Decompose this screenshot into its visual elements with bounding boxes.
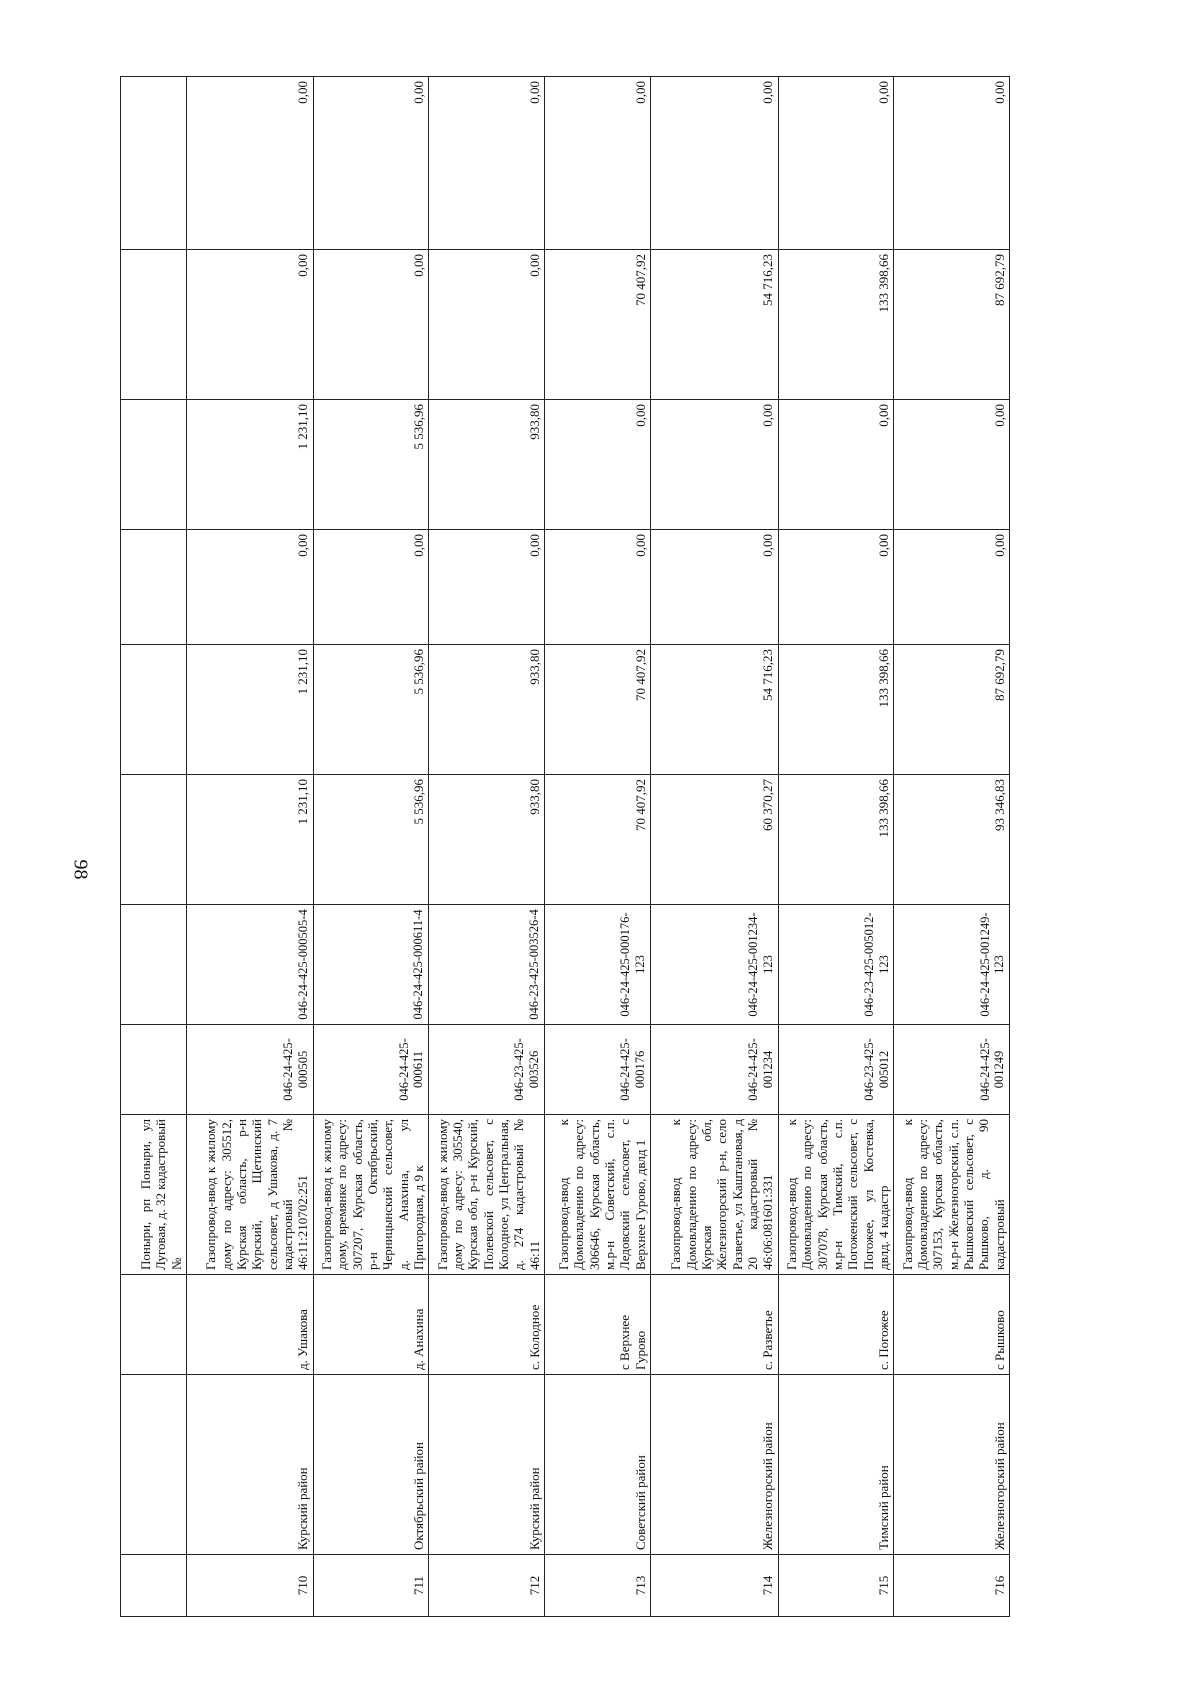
locality-cell: д. Ушакова bbox=[186, 1275, 313, 1375]
address-cell: Газопровод-ввод к Домовладению по адресу: 306646, Курская область, м.р-н Советский, с.п. Ледовский сельсовет, с Верхнее Гурово, двлд 1 bbox=[544, 1115, 650, 1275]
value-3: 0,00 bbox=[429, 530, 545, 645]
value-6: 0,00 bbox=[429, 77, 545, 250]
value-2: 54 716,23 bbox=[650, 645, 778, 775]
register-table bbox=[120, 76, 1010, 1617]
registry-number: 046-24-425-000611-4 bbox=[313, 905, 429, 1025]
registry-number: 046-24-425-001234-123 bbox=[650, 905, 778, 1025]
registry-number: 046-23-425-003526-4 bbox=[429, 905, 545, 1025]
value-3: 0,00 bbox=[894, 530, 1010, 645]
district-cell: Железногорский район bbox=[894, 1375, 1010, 1555]
value-3: 0,00 bbox=[313, 530, 429, 645]
district-cell: Железногорский район bbox=[650, 1375, 778, 1555]
inventory-number: 046-24-425-000505 bbox=[186, 1025, 313, 1115]
address-cell: Газопровод-ввод к жилому дому, времянке по адресу: 307207, Курская область, р-н Октябрьский, Черницынский сельсовет, д. Анахина, ул Пригородная, д 9 к bbox=[313, 1115, 429, 1275]
locality-cell: с. Колодное bbox=[429, 1275, 545, 1375]
value-2: 933,80 bbox=[429, 645, 545, 775]
value-3: 0,00 bbox=[544, 530, 650, 645]
row-number: 714 bbox=[650, 1555, 778, 1617]
value-2: 133 398,66 bbox=[778, 645, 894, 775]
table-row bbox=[186, 77, 313, 1617]
value-5: 133 398,66 bbox=[778, 250, 894, 400]
value-4: 0,00 bbox=[894, 400, 1010, 530]
value-2: 5 536,96 bbox=[313, 645, 429, 775]
row-number: 715 bbox=[778, 1555, 894, 1617]
value-4: 0,00 bbox=[544, 400, 650, 530]
page-number: 98 bbox=[69, 859, 92, 880]
value-6: 0,00 bbox=[544, 77, 650, 250]
table-row bbox=[429, 77, 545, 1617]
row-number: 716 bbox=[894, 1555, 1010, 1617]
value-6: 0,00 bbox=[186, 77, 313, 250]
table-row bbox=[778, 77, 894, 1617]
address-cell: Газопровод-ввод к жилому дому по адресу: 305540, Курская обл, р-н Курский, Полевской сельсовет, с Колодное, ул Центральная, д. 274 кадастровый № 46:11 bbox=[429, 1115, 545, 1275]
value-1: 933,80 bbox=[429, 775, 545, 905]
district-cell: Советский район bbox=[544, 1375, 650, 1555]
row-number: 712 bbox=[429, 1555, 545, 1617]
row-number: 711 bbox=[313, 1555, 429, 1617]
value-6: 0,00 bbox=[894, 77, 1010, 250]
value-3: 0,00 bbox=[186, 530, 313, 645]
district-cell: Курский район bbox=[429, 1375, 545, 1555]
value-5: 54 716,23 bbox=[650, 250, 778, 400]
district-cell: Тимский район bbox=[778, 1375, 894, 1555]
inventory-number: 046-24-425-001234 bbox=[650, 1025, 778, 1115]
address-cell: Газопровод-ввод к Домовладению по адресу: 307153, Курская область, м.р-н Железногорский, с.п. Рышковский сельсовет, с Рышково, д. 90 кадастровый bbox=[894, 1115, 1010, 1275]
value-5: 87 692,79 bbox=[894, 250, 1010, 400]
registry-number: 046-24-425-001249-123 bbox=[894, 905, 1010, 1025]
table-row bbox=[313, 77, 429, 1617]
value-5: 70 407,92 bbox=[544, 250, 650, 400]
value-5: 0,00 bbox=[186, 250, 313, 400]
inventory-number: 046-24-425-001249 bbox=[894, 1025, 1010, 1115]
table-row bbox=[544, 77, 650, 1617]
locality-cell: с Рышково bbox=[894, 1275, 1010, 1375]
row-number: 713 bbox=[544, 1555, 650, 1617]
value-1: 60 370,27 bbox=[650, 775, 778, 905]
value-3: 0,00 bbox=[778, 530, 894, 645]
value-1: 5 536,96 bbox=[313, 775, 429, 905]
value-4: 5 536,96 bbox=[313, 400, 429, 530]
address-cell: Газопровод-ввод к жилому дому по адресу: 305512, Курская область, р-н Курский, Щетинский сельсовет, д Ушакова, д. 7 кадастровый № 46:11:210702:251 bbox=[186, 1115, 313, 1275]
value-4: 0,00 bbox=[650, 400, 778, 530]
value-1: 1 231,10 bbox=[186, 775, 313, 905]
locality-cell: с Верхнее Гурово bbox=[544, 1275, 650, 1375]
address-cell: Газопровод-ввод к Домовладению по адресу: Курская обл, Железногорский р-н, село Разветье, ул Каштановая, д 20 кадастровый № 46:06:081601:331 bbox=[650, 1115, 778, 1275]
registry-number: 046-23-425-005012-123 bbox=[778, 905, 894, 1025]
district-cell: Курский район bbox=[186, 1375, 313, 1555]
district-cell: Октябрьский район bbox=[313, 1375, 429, 1555]
value-6: 0,00 bbox=[778, 77, 894, 250]
value-2: 70 407,92 bbox=[544, 645, 650, 775]
value-5: 0,00 bbox=[429, 250, 545, 400]
value-6: 0,00 bbox=[650, 77, 778, 250]
value-4: 1 231,10 bbox=[186, 400, 313, 530]
value-1: 133 398,66 bbox=[778, 775, 894, 905]
table-row bbox=[894, 77, 1010, 1617]
inventory-number: 046-23-425-003526 bbox=[429, 1025, 545, 1115]
row-number: 710 bbox=[186, 1555, 313, 1617]
register-table-rotated bbox=[120, 77, 1010, 1617]
inventory-number: 046-24-425-000611 bbox=[313, 1025, 429, 1115]
value-6: 0,00 bbox=[313, 77, 429, 250]
value-5: 0,00 bbox=[313, 250, 429, 400]
value-1: 70 407,92 bbox=[544, 775, 650, 905]
locality-cell: д. Анахина bbox=[313, 1275, 429, 1375]
registry-number: 046-24-425-000505-4 bbox=[186, 905, 313, 1025]
value-3: 0,00 bbox=[650, 530, 778, 645]
registry-number: 046-24-425-000176-123 bbox=[544, 905, 650, 1025]
table-row bbox=[650, 77, 778, 1617]
value-1: 93 346,83 bbox=[894, 775, 1010, 905]
locality-cell: с. Погожее bbox=[778, 1275, 894, 1375]
inventory-number: 046-24-425-000176 bbox=[544, 1025, 650, 1115]
value-4: 933,80 bbox=[429, 400, 545, 530]
inventory-number: 046-23-425-005012 bbox=[778, 1025, 894, 1115]
value-2: 87 692,79 bbox=[894, 645, 1010, 775]
address-cell: Газопровод-ввод к Домовладению по адресу: 307078, Курская область, м.р-н Тимский, с.п. Погоженский сельсовет, с Погожее, ул Костевка, двлд. 4 кадастр bbox=[778, 1115, 894, 1275]
locality-cell: с. Разветье bbox=[650, 1275, 778, 1375]
table-row-continuation bbox=[121, 77, 187, 1617]
value-2: 1 231,10 bbox=[186, 645, 313, 775]
value-4: 0,00 bbox=[778, 400, 894, 530]
address-cell: Поныри, рп Поныри, ул Луговая, д. 32 кадастровый № bbox=[121, 1115, 187, 1275]
